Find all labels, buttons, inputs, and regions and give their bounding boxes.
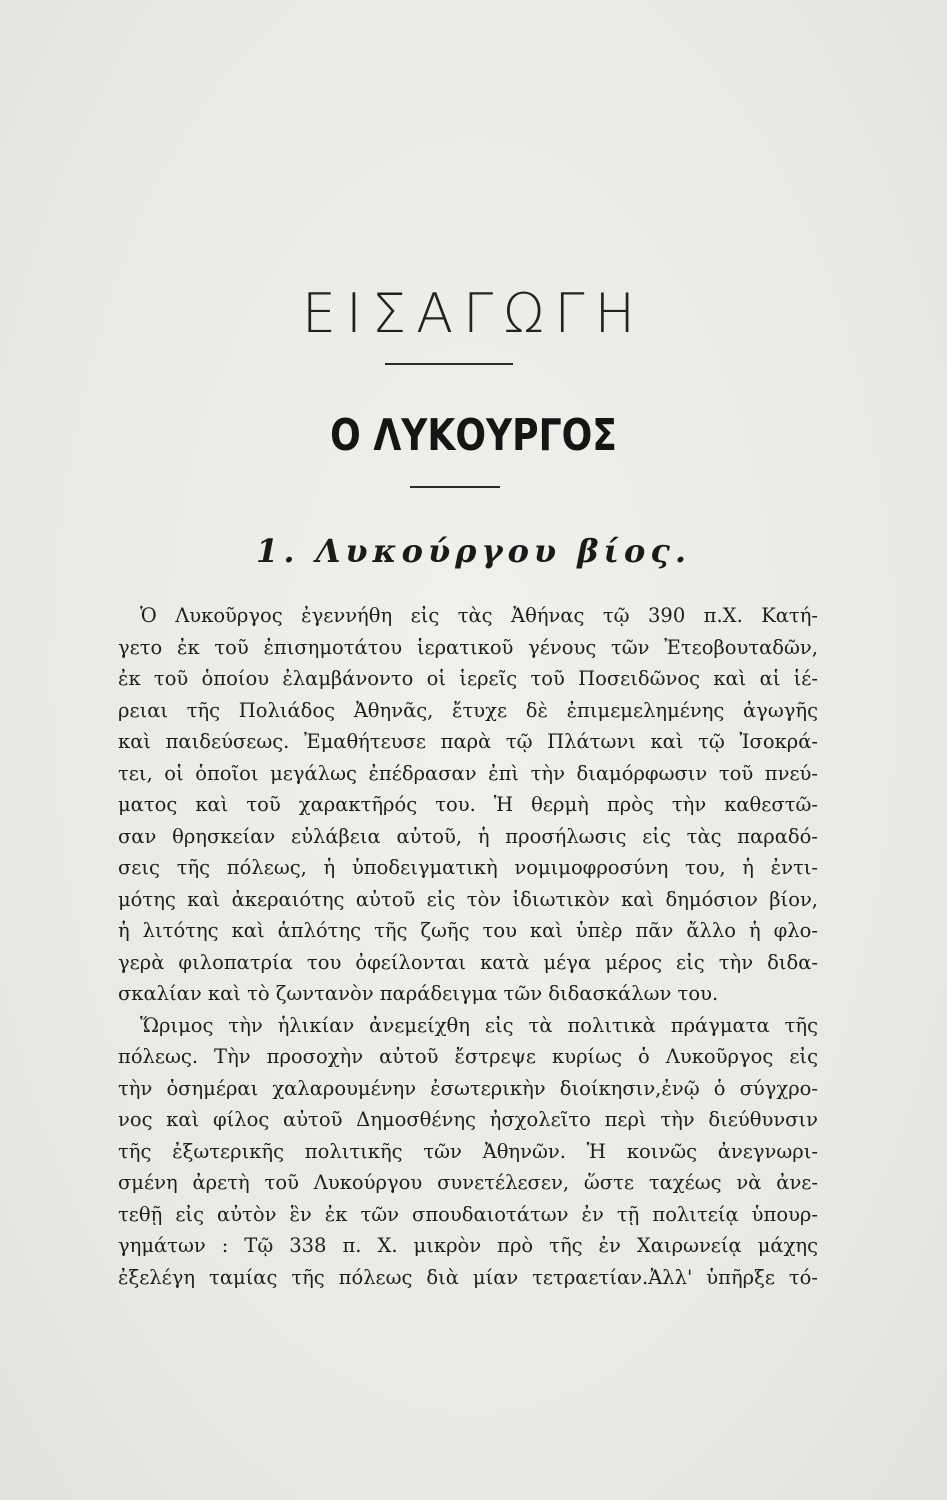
body-text	[118, 600, 818, 1293]
text-line: νος καὶ φίλος αὐτοῦ Δημοσθένης ἠσχολεῖτο περὶ τὴν διεύθυνσιν	[118, 1108, 818, 1131]
text-line: τεθῇ εἰς αὐτὸν ἓν ἐκ τῶν σπουδαιοτάτων ἐν τῇ πολιτείᾳ ὑπουρ-	[118, 1202, 818, 1226]
text-line: καὶ παιδεύσεως. Ἐμαθήτευσε παρὰ τῷ Πλάτωνι καὶ τῷ Ἰσοκρά-	[118, 730, 818, 753]
text-line: ἡ λιτότης καὶ ἁπλότης τῆς ζωῆς του καὶ ὑπὲρ πᾶν ἄλλο ἡ φλο-	[118, 919, 818, 942]
text-line: ἐξελέγη ταμίας τῆς πόλεως διὰ μίαν τετραετίαν.Ἀλλ' ὑπῆρξε τό-	[118, 1265, 818, 1289]
title-rule-top	[385, 363, 513, 365]
text-line: Ὥριμος τὴν ἡλικίαν ἀνεμείχθη εἰς τὰ πολιτικὰ πράγματα τῆς	[140, 1013, 818, 1037]
paragraph-2	[118, 1010, 818, 1294]
title-rule-bottom	[410, 486, 500, 488]
text-line: Ὁ Λυκοῦργος ἐγεννήθη εἰς τὰς Ἀθήνας τῷ 390 π.Χ. Κατή-	[140, 604, 818, 627]
page-title: ΕΙΣΑΓΩΓΗ	[301, 282, 646, 345]
text-line: γημάτων : Τῷ 338 π. Χ. μικρὸν πρὸ τῆς ἐν Χαιρωνείᾳ μάχης	[118, 1234, 818, 1257]
text-line: τὴν ὁσημέραι χαλαρουμένην ἐσωτερικὴν διοίκησιν,ἐνῷ ὁ σύγχρο-	[118, 1076, 818, 1100]
text-line: σαν θρησκείαν εὐλάβεια αὐτοῦ, ἡ προσήλωσις εἰς τὰς παραδό-	[118, 824, 818, 848]
text-line: τῆς ἐξωτερικῆς πολιτικῆς τῶν Ἀθηνῶν. Ἡ κοινῶς ἀνεγνωρι-	[118, 1139, 818, 1163]
text-line: μότης καὶ ἀκεραιότης αὐτοῦ εἰς τὸν ἰδιωτικὸν καὶ δημόσιον βίον,	[118, 887, 818, 911]
paragraph-1	[118, 600, 818, 1010]
section-heading: 1. Λυκούργου βίος.	[256, 532, 691, 570]
text-line: ματος καὶ τοῦ χαρακτῆρός του. Ἡ θερμὴ πρὸς τὴν καθεστῶ-	[118, 793, 818, 816]
text-line: σμένη ἀρετὴ τοῦ Λυκούργου συνετέλεσεν, ὥστε ταχέως νὰ ἀνε-	[118, 1171, 818, 1194]
text-line: γερὰ φιλοπατρία του ὀφείλονται κατὰ μέγα μέρος εἰς τὴν διδα-	[118, 950, 818, 974]
text-line: σκαλίαν καὶ τὸ ζωντανὸν παράδειγμα τῶν διδασκάλων του.	[118, 982, 719, 1005]
text-line: ρειαι τῆς Πολιάδος Ἀθηνᾶς, ἔτυχε δὲ ἐπιμεμελημένης ἀγωγῆς	[118, 698, 818, 722]
text-line: σεις τῆς πόλεως, ἡ ὑποδειγματικὴ νομιμοφροσύνη του, ἡ ἐντι-	[118, 856, 818, 879]
chapter-title: Ο ΛΥΚΟΥΡΓΟΣ	[330, 410, 617, 461]
text-line: ἐκ τοῦ ὁποίου ἐλαμβάνοντο οἱ ἱερεῖς τοῦ Ποσειδῶνος καὶ αἱ ἱέ-	[118, 667, 818, 690]
text-line: τει, οἱ ὁποῖοι μεγάλως ἐπέδρασαν ἐπὶ τὴν διαμόρφωσιν τοῦ πνεύ-	[118, 761, 818, 785]
text-line: πόλεως. Τὴν προσοχὴν αὐτοῦ ἔστρεψε κυρίως ὁ Λυκοῦργος εἰς	[118, 1045, 818, 1068]
text-line: γετο ἐκ τοῦ ἐπισημοτάτου ἱερατικοῦ γένους τῶν Ἐτεοβουταδῶν,	[118, 635, 818, 659]
